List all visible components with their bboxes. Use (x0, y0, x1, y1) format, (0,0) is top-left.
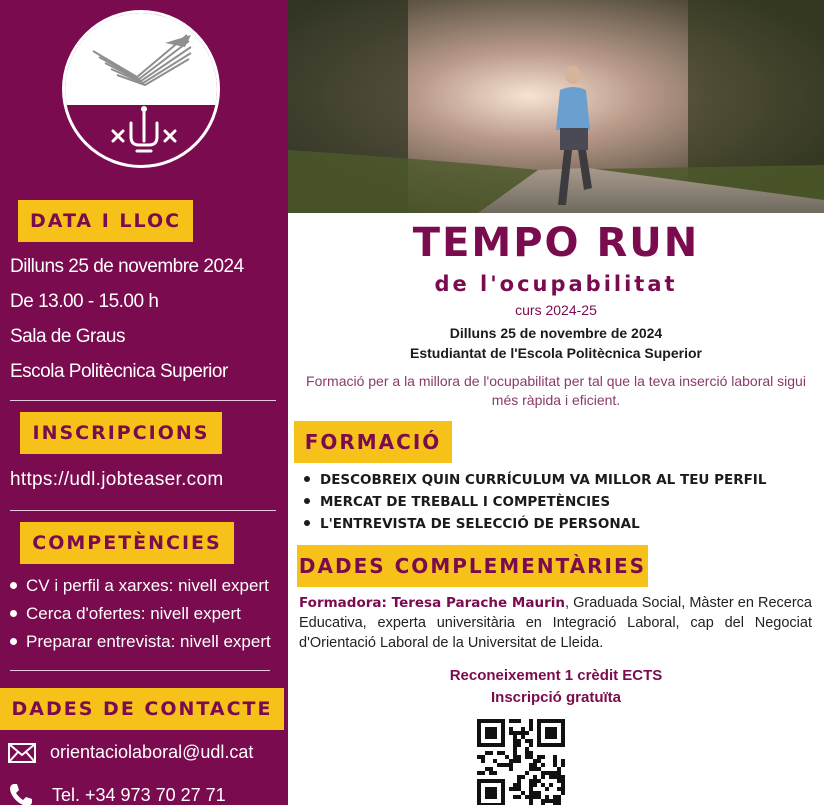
envelope-icon (8, 743, 36, 763)
competencies-heading: COMPETÈNCIES (20, 522, 234, 564)
hero-photo-runner (288, 0, 824, 213)
event-venue: Escola Politècnica Superior (10, 361, 228, 382)
list-item: L'ENTREVISTA DE SELECCIÓ DE PERSONAL (300, 513, 766, 535)
divider (10, 510, 276, 511)
event-room: Sala de Graus (10, 326, 125, 347)
free-registration: Inscripció gratuïta (490, 689, 622, 706)
trainer-name: Formadora: Teresa Parache Maurin (299, 595, 565, 611)
university-logo (62, 10, 220, 168)
inscripcions-heading: INSCRIPCIONS (20, 412, 222, 454)
event-day: Dilluns 25 de novembre 2024 (10, 256, 244, 277)
contact-phone[interactable]: Tel. +34 973 70 27 71 (52, 784, 226, 805)
data-lloc-heading: DATA I LLOC (18, 200, 193, 242)
list-item: MERCAT DE TREBALL I COMPETÈNCIES (300, 491, 766, 513)
divider (10, 400, 276, 401)
competencies-list (8, 572, 271, 656)
phone-row (8, 782, 226, 808)
list-item: Cerca d'ofertes: nivell expert (8, 600, 271, 628)
event-audience: Estudiantat de l'Escola Politècnica Superior (410, 345, 702, 361)
event-date: Dilluns 25 de novembre de 2024 (449, 325, 663, 341)
event-title: TEMPO RUN (412, 220, 700, 266)
trainer-bio: , Graduada Social, Màster en Recerca Educativa, experta universitària en Integració Laboral, cap del Negociat d'Orientació Laboral de la Universitat de Lleida. (299, 595, 812, 651)
event-subtitle: de l'ocupabilitat (434, 272, 678, 296)
event-time: De 13.00 - 15.00 h (10, 291, 159, 312)
event-description: Formació per a la millora de l'ocupabilitat per tal que la teva inserció laboral sigui més ràpida i eficient. (306, 373, 806, 408)
sidebar (0, 0, 288, 805)
dades-heading: DADES COMPLEMENTÀRIES (297, 545, 648, 587)
formacio-heading: FORMACIÓ (294, 421, 452, 463)
qr-code[interactable] (476, 718, 566, 805)
trainer-paragraph (299, 593, 812, 653)
formacio-list (300, 469, 766, 535)
contacte-heading: DADES DE CONTACTE (0, 688, 284, 730)
list-item: DESCOBREIX QUIN CURRÍCULUM VA MILLOR AL TEU PERFIL (300, 469, 766, 491)
ects-recognition: Reconeixement 1 crèdit ECTS (449, 667, 663, 684)
course-year: curs 2024-25 (515, 302, 597, 318)
list-item: Preparar entrevista: nivell expert (8, 628, 271, 656)
email-row (8, 742, 253, 763)
contact-email[interactable]: orientaciolaboral@udl.cat (50, 742, 254, 762)
phone-icon (8, 782, 34, 808)
divider (10, 670, 270, 671)
registration-link[interactable]: https://udl.jobteaser.com (10, 469, 224, 490)
list-item: CV i perfil a xarxes: nivell expert (8, 572, 271, 600)
